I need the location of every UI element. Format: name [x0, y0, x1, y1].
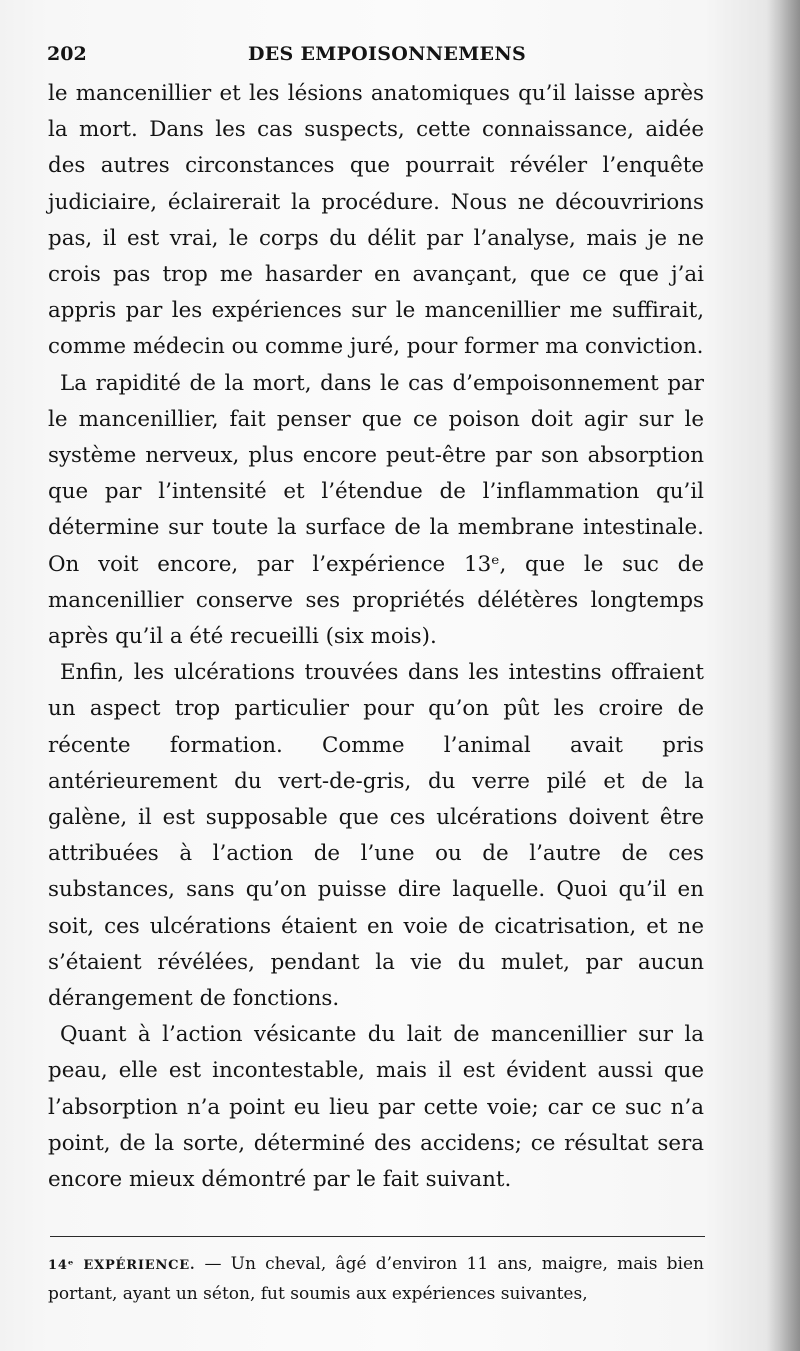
page-header: [47, 43, 707, 73]
paragraph-2: La rapidité de la mort, dans le cas d’empoisonnement par le mancenillier, fait penser que ce poison doit agir sur le système nerveux, plus encore peut-être par son absorption que par l’intensité et l’étendue de l’inflammation qu’il détermine sur toute la surface de la membrane intestinale. On voit encore, par l’expérience 13ᵉ, que le suc de mancenillier conserve ses propriétés délétères longtemps après qu’il a été recueilli (six mois).: [48, 370, 704, 650]
main-text: [48, 76, 704, 1198]
paragraph-3: Enfin, les ulcérations trouvées dans les intestins offraient un aspect trop particulier pour qu’on pût les croire de récente formation. Comme l’animal avait pris antérieurement du vert-de-gris, du verre pilé et de la galène, il est supposable que ces ulcérations doivent être attribuées à l’action de l’une ou de l’autre de ces substances, sans qu’on puisse dire laquelle. Quoi qu’il en soit, ces ulcérations étaient en voie de cicatrisation, et ne s’étaient révélées, pendant la vie du mulet, par aucun dérangement de fonctions.: [48, 660, 704, 1012]
paragraph-1: le mancenillier et les lésions anatomiques qu’il laisse après la mort. Dans les cas suspects, cette connaissance, aidée des autres circonstances que pourrait révéler l’enquête judiciaire, éclairerait la procédure. Nous ne découvririons pas, il est vrai, le corps du délit par l’analyse, mais je ne crois pas trop me hasarder en avançant, que ce que j’ai appris par les expériences sur le mancenillier me suffirait, comme médecin ou comme juré, pour former ma conviction.: [48, 81, 704, 360]
footnote-label: 14ᵉ EXPÉRIENCE.: [48, 1258, 196, 1273]
footnote-divider: [50, 1236, 705, 1237]
footnote-text: — Un cheval, âgé d’environ 11 ans, maigre, mais bien portant, ayant un séton, fut soumis aux expériences suivantes,: [48, 1254, 704, 1304]
running-title: DES EMPOISONNEMENS: [247, 43, 527, 65]
paragraph-4: Quant à l’action vésicante du lait de mancenillier sur la peau, elle est incontestable, mais il est évident aussi que l’absorption n’a point eu lieu par cette voie; car ce suc n’a point, de la sorte, déterminé des accidens; ce résultat sera encore mieux démontré par le fait suivant.: [48, 1022, 704, 1193]
page-number: 202: [47, 43, 87, 65]
footnote: [48, 1250, 704, 1309]
